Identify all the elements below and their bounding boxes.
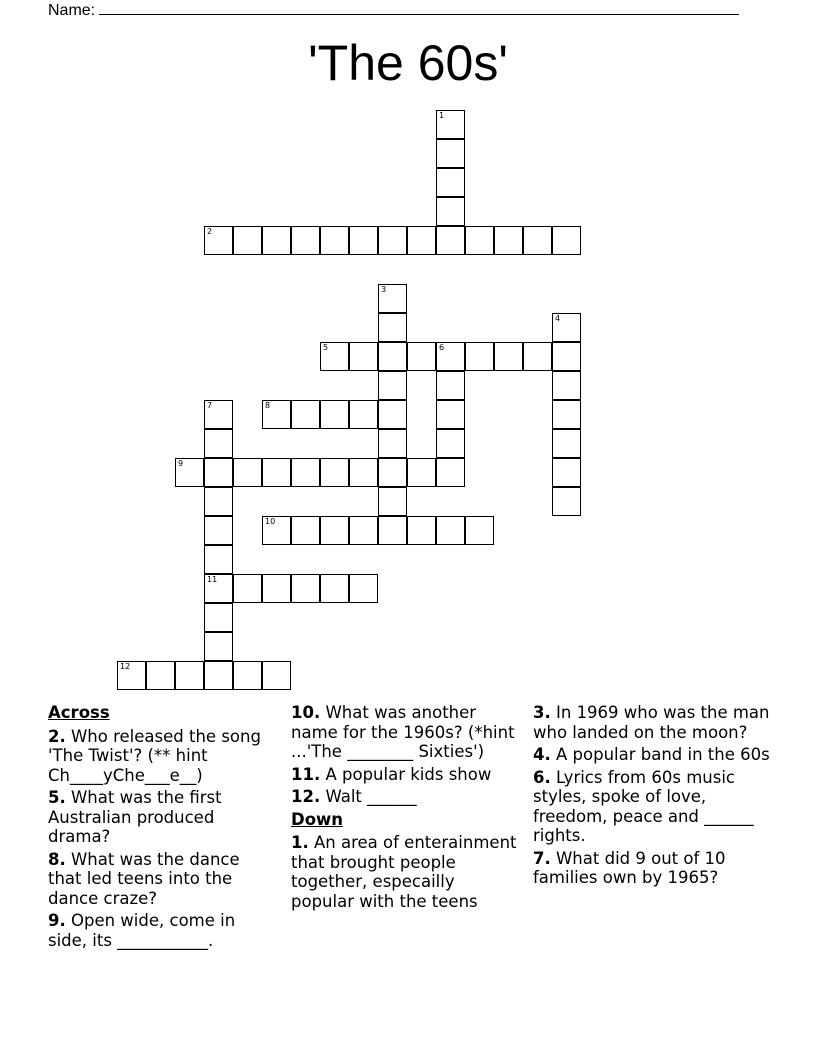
- down-clue-list: [291, 833, 519, 911]
- grid-cell[interactable]: [523, 226, 552, 255]
- clues-column-1: [48, 703, 276, 953]
- grid-cell[interactable]: [175, 661, 204, 690]
- grid-cell[interactable]: [146, 661, 175, 690]
- grid-cell[interactable]: [552, 313, 581, 342]
- grid-cell[interactable]: [494, 226, 523, 255]
- grid-cell[interactable]: [436, 139, 465, 168]
- clue-item-text: Lyrics from 60s music styles, spoke of love, freedom, peace and ______ rights.: [533, 767, 754, 845]
- grid-cell[interactable]: [291, 516, 320, 545]
- grid-cell[interactable]: [378, 371, 407, 400]
- clue-item: [48, 911, 276, 950]
- grid-cell[interactable]: [552, 487, 581, 516]
- clue-item-number: 9.: [48, 911, 66, 930]
- clue-number: 1: [439, 111, 445, 120]
- clue-item: [291, 703, 519, 762]
- grid-cell[interactable]: [262, 226, 291, 255]
- grid-cell[interactable]: [552, 342, 581, 371]
- clue-item-number: 11.: [291, 764, 321, 784]
- clue-number: 2: [207, 227, 213, 236]
- grid-cell[interactable]: [262, 400, 291, 429]
- clues-column-3: [533, 703, 773, 891]
- name-label: Name:: [48, 2, 96, 19]
- clue-item-text: Open wide, come in side, its ___________.: [48, 911, 236, 950]
- puzzle-title: 'The 60s': [308, 35, 508, 91]
- clue-item-text: What was another name for the 1960s? (*hint ...'The ________ Sixties'): [291, 703, 515, 761]
- clue-item: [291, 765, 519, 785]
- clue-item: [291, 833, 519, 911]
- clue-item-number: 6.: [533, 767, 551, 787]
- grid-cell[interactable]: [552, 400, 581, 429]
- grid-cell[interactable]: [262, 574, 291, 603]
- grid-cell[interactable]: [204, 545, 233, 574]
- grid-cell[interactable]: [465, 342, 494, 371]
- clue-item: [533, 768, 773, 846]
- clue-number: 7: [207, 401, 213, 410]
- down-clue-list-continued: [533, 703, 773, 888]
- clue-item: [48, 788, 276, 847]
- across-clue-list: [48, 727, 276, 951]
- clue-item-text: What did 9 out of 10 families own by 1965?: [533, 848, 726, 887]
- grid-cell[interactable]: [378, 458, 407, 487]
- grid-cell[interactable]: [204, 487, 233, 516]
- grid-cell[interactable]: [378, 516, 407, 545]
- grid-cell[interactable]: [204, 516, 233, 545]
- grid-cell[interactable]: [465, 516, 494, 545]
- clue-item-text: What was the dance that led teens into the dance craze?: [48, 849, 240, 908]
- grid-cell[interactable]: [436, 371, 465, 400]
- grid-cell[interactable]: [291, 574, 320, 603]
- grid-cell[interactable]: [378, 400, 407, 429]
- clue-item-text: A popular band in the 60s: [550, 745, 770, 764]
- grid-cell[interactable]: [233, 458, 262, 487]
- clue-item-number: 8.: [48, 849, 66, 869]
- grid-cell[interactable]: [204, 226, 233, 255]
- clue-number: 3: [381, 285, 387, 294]
- clue-item: [533, 849, 773, 888]
- grid-cell[interactable]: [552, 458, 581, 487]
- grid-cell[interactable]: [436, 168, 465, 197]
- grid-cell[interactable]: [436, 110, 465, 139]
- clue-number: 9: [178, 459, 184, 468]
- grid-cell[interactable]: [349, 400, 378, 429]
- clue-item-number: 1.: [291, 833, 309, 852]
- clue-number: 8: [265, 401, 271, 410]
- grid-cell[interactable]: [233, 574, 262, 603]
- grid-cell[interactable]: [204, 458, 233, 487]
- grid-cell[interactable]: [175, 458, 204, 487]
- clue-item: [291, 787, 519, 807]
- grid-cell[interactable]: [349, 516, 378, 545]
- grid-cell[interactable]: [436, 226, 465, 255]
- grid-cell[interactable]: [291, 400, 320, 429]
- clue-item-number: 12.: [291, 787, 321, 806]
- grid-cell[interactable]: [204, 661, 233, 690]
- clue-item: [533, 703, 773, 742]
- grid-cell[interactable]: [378, 487, 407, 516]
- grid-cell[interactable]: [378, 342, 407, 371]
- grid-cell[interactable]: [291, 226, 320, 255]
- grid-cell[interactable]: [407, 516, 436, 545]
- grid-cell[interactable]: [378, 284, 407, 313]
- clue-number: 6: [439, 343, 445, 352]
- clue-item-text: A popular kids show: [320, 764, 492, 784]
- grid-cell[interactable]: [407, 226, 436, 255]
- down-heading: Down: [291, 809, 344, 829]
- clue-item-text: What was the first Australian produced drama?: [48, 788, 222, 846]
- grid-cell[interactable]: [320, 574, 349, 603]
- clue-item-text: In 1969 who was the man who landed on the moon?: [533, 703, 770, 742]
- clue-item: [48, 850, 276, 909]
- grid-cell[interactable]: [436, 458, 465, 487]
- grid-cell[interactable]: [407, 458, 436, 487]
- grid-cell[interactable]: [523, 342, 552, 371]
- clue-number: 10: [265, 517, 276, 526]
- clue-item: [48, 727, 276, 786]
- grid-cell[interactable]: [436, 342, 465, 371]
- clue-item-number: 3.: [533, 703, 551, 722]
- grid-cell[interactable]: [204, 400, 233, 429]
- clue-item-text: Walt ______: [320, 787, 417, 806]
- clue-item-text: Who released the song 'The Twist'? (** hint Ch____yChe___e__): [48, 726, 261, 785]
- grid-cell[interactable]: [204, 429, 233, 458]
- clue-number: 12: [120, 662, 131, 671]
- grid-cell[interactable]: [552, 226, 581, 255]
- grid-cell[interactable]: [204, 632, 233, 661]
- grid-cell[interactable]: [233, 661, 262, 690]
- grid-cell[interactable]: [291, 458, 320, 487]
- clue-item-number: 4.: [533, 745, 551, 764]
- grid-cell[interactable]: [320, 226, 349, 255]
- grid-cell[interactable]: [320, 342, 349, 371]
- grid-cell[interactable]: [349, 574, 378, 603]
- grid-cell[interactable]: [552, 371, 581, 400]
- grid-cell[interactable]: [436, 400, 465, 429]
- grid-cell[interactable]: [349, 226, 378, 255]
- grid-cell[interactable]: [378, 313, 407, 342]
- clue-item: [533, 745, 773, 765]
- grid-cell[interactable]: [378, 429, 407, 458]
- clue-number: 4: [555, 314, 561, 323]
- across-heading: Across: [48, 703, 110, 722]
- clue-item-number: 5.: [48, 788, 66, 807]
- grid-cell[interactable]: [465, 226, 494, 255]
- clues-column-2: [291, 703, 519, 914]
- grid-cell[interactable]: [204, 603, 233, 632]
- grid-cell[interactable]: [436, 429, 465, 458]
- grid-cell[interactable]: [552, 429, 581, 458]
- grid-cell[interactable]: [378, 226, 407, 255]
- grid-cell[interactable]: [349, 458, 378, 487]
- grid-cell[interactable]: [407, 342, 436, 371]
- across-clue-list-continued: [291, 703, 519, 807]
- grid-cell[interactable]: [117, 661, 146, 690]
- grid-cell[interactable]: [436, 197, 465, 226]
- grid-cell[interactable]: [262, 458, 291, 487]
- grid-cell[interactable]: [494, 342, 523, 371]
- grid-cell[interactable]: [349, 342, 378, 371]
- clue-item-number: 7.: [533, 848, 551, 868]
- grid-cell[interactable]: [262, 661, 291, 690]
- clue-item-number: 2.: [48, 726, 66, 746]
- grid-cell[interactable]: [204, 574, 233, 603]
- grid-cell[interactable]: [262, 516, 291, 545]
- clue-number: 5: [323, 343, 329, 352]
- grid-cell[interactable]: [320, 458, 349, 487]
- grid-cell[interactable]: [436, 516, 465, 545]
- clue-number: 11: [207, 575, 218, 584]
- grid-cell[interactable]: [320, 400, 349, 429]
- clue-item-number: 10.: [291, 703, 321, 722]
- grid-cell[interactable]: [320, 516, 349, 545]
- clue-item-text: An area of enterainment that brought people together, especailly popular with the teens: [291, 833, 517, 911]
- grid-cell[interactable]: [233, 226, 262, 255]
